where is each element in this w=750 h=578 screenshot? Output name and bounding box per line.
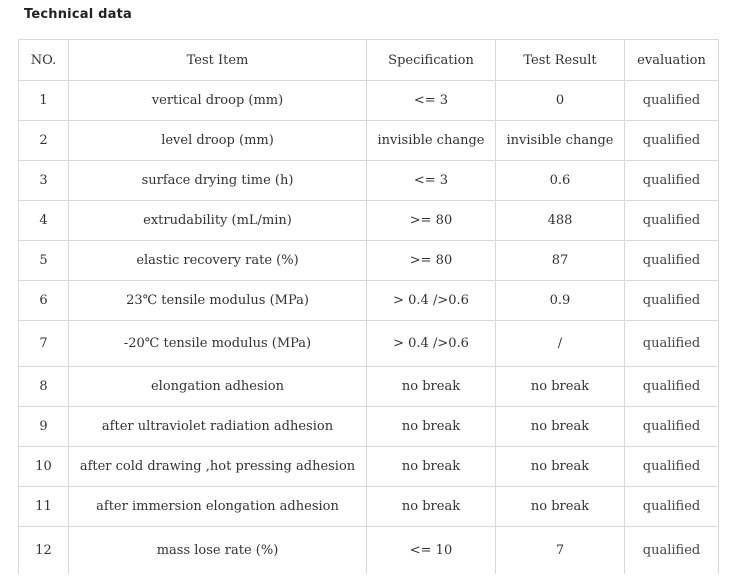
row-number: 12 — [19, 527, 69, 575]
row-number: 10 — [19, 447, 69, 487]
specification: <= 3 — [367, 81, 496, 121]
test-result: 0 — [496, 81, 625, 121]
table-row — [19, 161, 719, 201]
row-number: 2 — [19, 121, 69, 161]
test-item: -20℃ tensile modulus (MPa) — [69, 321, 367, 367]
page-title: Technical data — [24, 7, 132, 22]
table-row — [19, 281, 719, 321]
specification: <= 10 — [367, 527, 496, 575]
evaluation: qualified — [625, 241, 719, 281]
test-result: 0.9 — [496, 281, 625, 321]
row-number: 11 — [19, 487, 69, 527]
evaluation: qualified — [625, 487, 719, 527]
evaluation: qualified — [625, 407, 719, 447]
evaluation: qualified — [625, 281, 719, 321]
test-item: after immersion elongation adhesion — [69, 487, 367, 527]
test-item: extrudability (mL/min) — [69, 201, 367, 241]
evaluation: qualified — [625, 527, 719, 575]
test-item: 23℃ tensile modulus (MPa) — [69, 281, 367, 321]
table-row — [19, 241, 719, 281]
row-number: 5 — [19, 241, 69, 281]
table-row — [19, 407, 719, 447]
specification: no break — [367, 367, 496, 407]
specification: no break — [367, 407, 496, 447]
table-row — [19, 367, 719, 407]
table-row — [19, 201, 719, 241]
specification: no break — [367, 487, 496, 527]
specification: <= 3 — [367, 161, 496, 201]
test-result: / — [496, 321, 625, 367]
test-item: mass lose rate (%) — [69, 527, 367, 575]
evaluation: qualified — [625, 121, 719, 161]
header-evaluation: evaluation — [625, 40, 719, 81]
row-number: 4 — [19, 201, 69, 241]
table-row — [19, 527, 719, 575]
evaluation: qualified — [625, 201, 719, 241]
header-no: NO. — [19, 40, 69, 81]
row-number: 8 — [19, 367, 69, 407]
table-row — [19, 321, 719, 367]
evaluation: qualified — [625, 81, 719, 121]
test-item: vertical droop (mm) — [69, 81, 367, 121]
evaluation: qualified — [625, 321, 719, 367]
test-result: 7 — [496, 527, 625, 575]
specification: >= 80 — [367, 241, 496, 281]
test-item: after cold drawing ,hot pressing adhesion — [69, 447, 367, 487]
table-header-row — [19, 40, 719, 81]
evaluation: qualified — [625, 161, 719, 201]
evaluation: qualified — [625, 367, 719, 407]
test-result: no break — [496, 447, 625, 487]
test-item: surface drying time (h) — [69, 161, 367, 201]
table-row — [19, 447, 719, 487]
table-row — [19, 121, 719, 161]
technical-data-table — [18, 39, 719, 574]
row-number: 3 — [19, 161, 69, 201]
specification: > 0.4 />0.6 — [367, 281, 496, 321]
table-row — [19, 487, 719, 527]
table-row — [19, 81, 719, 121]
row-number: 7 — [19, 321, 69, 367]
test-item: level droop (mm) — [69, 121, 367, 161]
test-result: no break — [496, 487, 625, 527]
header-test-result: Test Result — [496, 40, 625, 81]
test-result: no break — [496, 367, 625, 407]
row-number: 9 — [19, 407, 69, 447]
test-result: 488 — [496, 201, 625, 241]
test-result: 87 — [496, 241, 625, 281]
header-test-item: Test Item — [69, 40, 367, 81]
row-number: 6 — [19, 281, 69, 321]
specification: > 0.4 />0.6 — [367, 321, 496, 367]
specification: >= 80 — [367, 201, 496, 241]
test-result: 0.6 — [496, 161, 625, 201]
row-number: 1 — [19, 81, 69, 121]
test-item: after ultraviolet radiation adhesion — [69, 407, 367, 447]
test-item: elongation adhesion — [69, 367, 367, 407]
header-specification: Specification — [367, 40, 496, 81]
test-item: elastic recovery rate (%) — [69, 241, 367, 281]
specification: invisible change — [367, 121, 496, 161]
test-result: no break — [496, 407, 625, 447]
specification: no break — [367, 447, 496, 487]
test-result: invisible change — [496, 121, 625, 161]
evaluation: qualified — [625, 447, 719, 487]
